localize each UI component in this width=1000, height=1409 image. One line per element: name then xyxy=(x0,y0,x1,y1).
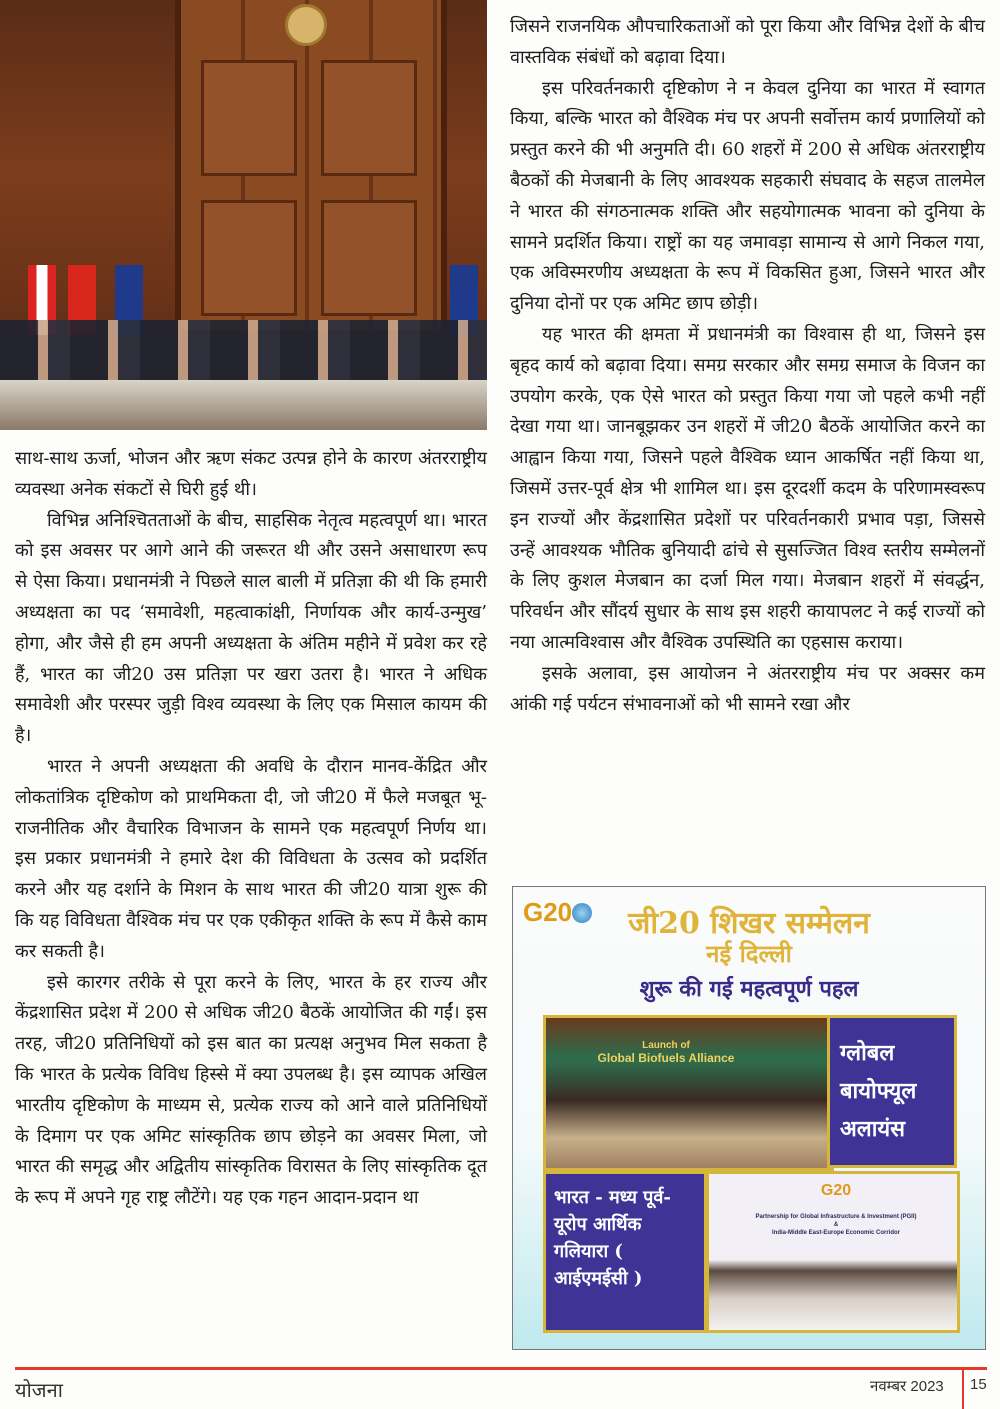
g20-initiatives-infobox xyxy=(512,886,986,1350)
right-column xyxy=(510,12,985,720)
banner-line: India-Middle East-Europe Economic Corridor xyxy=(771,1230,900,1236)
banner-line: Partnership for Global Infrastructure & Investment (PGII) xyxy=(755,1214,917,1220)
paragraph: भारत ने अपनी अध्यक्षता की अवधि के दौरान मानव-केंद्रित और लोकतांत्रिक दृष्टिकोण को प्राथमिकता दी, जो जी20 में फैले मजबूत भू-राजनीतिक और वैचारिक विभाजन के सामने एक महत्वपूर्ण निर्णय था। इस प्रकार प्रधानमंत्री ने हमारे देश की विविधता के उत्सव को प्रदर्शित करने और यह दर्शाने के मिशन के साथ भारत की जी20 यात्रा शुरू की कि यह विविधता वैश्विक मंच पर एक एकीकृत शक्ति के रूप में कैसे काम कर सकती है। xyxy=(15,755,487,962)
paragraph: इसे कारगर तरीके से पूरा करने के लिए, भारत के हर राज्य और केंद्रशासित प्रदेश में 200 से अधिक जी20 बैठकें आयोजित की गईं। इस तरह, जी20 प्रतिनिधियों को इस बात का प्रत्यक्ष अनुभव मिल सकता है कि भारत के प्रत्येक विविध हिस्से में क्या उपलब्ध है। इस व्यापक अखिल भारतीय दृष्टिकोण के माध्यम से, प्रत्येक राज्य को आने वाले प्रतिनिधियों के दिमाग पर एक अमिट सांस्कृतिक छाप छोड़ने का अवसर मिला, जो भारत की समृद्ध और अद्वितीय सांस्कृतिक विरासत के लिए सांस्कृतिक दूत के रूप में अपने गृह राष्ट्र लौटेंगे। यह एक गहन आदान-प्रदान था xyxy=(15,971,487,1209)
page-number: 15 xyxy=(970,1376,987,1393)
g20-summit-photo xyxy=(0,0,487,430)
conference-table xyxy=(0,380,487,430)
g20-logo-text: G20 xyxy=(523,897,573,927)
biofuels-launch-photo xyxy=(543,1015,834,1171)
issue-month: नवम्बर 2023 xyxy=(870,1378,944,1395)
paragraph: विभिन्न अनिश्चितताओं के बीच, साहसिक नेतृत्व महत्वपूर्ण था। भारत को इस अवसर पर आगे आने की जरूरत थी और उसने असाधारण रूप से ऐसा किया। प्रधानमंत्री ने पिछले साल बाली में प्रतिज्ञा की थी कि हमारी अध्यक्षता का पद ‘समावेशी, महत्वाकांक्षी, निर्णायक और कार्य-उन्मुख’ होगा, और जैसे ही हम अपनी अध्यक्षता के अंतिम महीने में प्रवेश कर रहे हैं, भारत का जी20 उस प्रतिज्ञा पर खरा उतरा है। भारत ने अधिक समावेशी और परस्पर जुड़ी विश्व व्यवस्था के लिए एक मिसाल कायम की है। xyxy=(15,509,487,747)
infobox-title-city: नई दिल्ली xyxy=(706,939,792,968)
paragraph: साथ-साथ ऊर्जा, भोजन और ऋण संकट उत्पन्न होने के कारण अंतरराष्ट्रीय व्यवस्था अनेक संकटों से घिरी हुई थी। xyxy=(15,448,487,500)
wooden-door xyxy=(175,0,447,330)
infobox-subtitle: शुरू की गई महत्वपूर्ण पहल xyxy=(639,976,859,1002)
imec-meeting-photo xyxy=(706,1171,960,1333)
paragraph: इस परिवर्तनकारी दृष्टिकोण ने न केवल दुनिया का भारत में स्वागत किया, बल्कि भारत को वैश्विक मंच पर अपनी सर्वोत्तम कार्य प्रणालियों को प्रस्तुत करने की भी अनुमति दी। 60 शहरों में 200 से अधिक अंतरराष्ट्रीय बैठकों की मेजबानी के लिए आवश्यक सहकारी संघवाद के सहज तालमेल ने भारत की संगठनात्मक शक्ति और सहयोगात्मक भावना को दुनिया के सामने प्रदर्शित किया। राष्ट्रों का यह जमावड़ा सामान्य से आगे निकल गया, एक अविस्मरणीय अध्यक्षता के रूप में विकसित हुआ, जिसने भारत और दुनिया दोनों पर एक अमिट छाप छोड़ी। xyxy=(510,77,985,315)
banner-text xyxy=(591,1040,741,1065)
footer-rule xyxy=(15,1367,987,1370)
footer-divider xyxy=(962,1367,964,1409)
label-imec: भारत - मध्य पूर्व- यूरोप आर्थिक गलियारा ( आईएमईसी ) xyxy=(543,1171,707,1333)
banner-line: Launch of xyxy=(642,1040,690,1051)
banner-line: & xyxy=(833,1222,839,1228)
g20-logo-text: G20 xyxy=(820,1182,852,1199)
infobox-title: जी20 शिखर सम्मेलन xyxy=(628,906,870,941)
paragraph: इसके अलावा, इस आयोजन ने अंतरराष्ट्रीय मंच पर अक्सर कम आंकी गई पर्यटन संभावनाओं को भी सामने रखा और xyxy=(510,662,985,715)
paragraph: यह भारत की क्षमता में प्रधानमंत्री का विश्वास ही था, जिसने इस बृहद कार्य को बढ़ावा दिया। समग्र सरकार और समग्र समाज के विजन का उपयोग करके, एक ऐसे भारत को प्रस्तुत किया गया जो पहले कभी नहीं देखा गया था। जानबूझकर उन शहरों में जी20 बैठकें आयोजित करने का आह्वान किया गया, जिसने पहले वैश्विक ध्यान आकर्षित नहीं किया था, जिसमें उत्तर-पूर्व क्षेत्र भी शामिल था। इस दूरदर्शी कदम के परिणामस्वरूप इन राज्यों और केंद्रशासित प्रदेशों पर परिवर्तनकारी प्रभाव पड़ा, जिससे उन्हें आवश्यक भौतिक बुनियादी ढांचे से सुसज्जित विश्व स्तरीय सम्मेलनों के लिए कुशल मेजबान का दर्जा मिल गया। मेजबान शहरों में संवर्द्धन, परिवर्धन और सौंदर्य सुधार के साथ इस शहरी कायापलट ने कई राज्यों को नया आत्मविश्वास और वैश्विक उपस्थिति का एहसास कराया। xyxy=(510,323,985,653)
magazine-name: योजना xyxy=(15,1378,63,1402)
clock-emblem xyxy=(285,4,327,46)
left-column xyxy=(15,444,487,1214)
banner-line: Global Biofuels Alliance xyxy=(597,1051,735,1065)
paragraph: जिसने राजनयिक औपचारिकताओं को पूरा किया और विभिन्न देशों के बीच वास्तविक संबंधों को बढ़ावा दिया। xyxy=(510,16,985,68)
label-global-biofuels-alliance: ग्लोबल बायोफ्यूल अलायंस xyxy=(827,1015,957,1168)
